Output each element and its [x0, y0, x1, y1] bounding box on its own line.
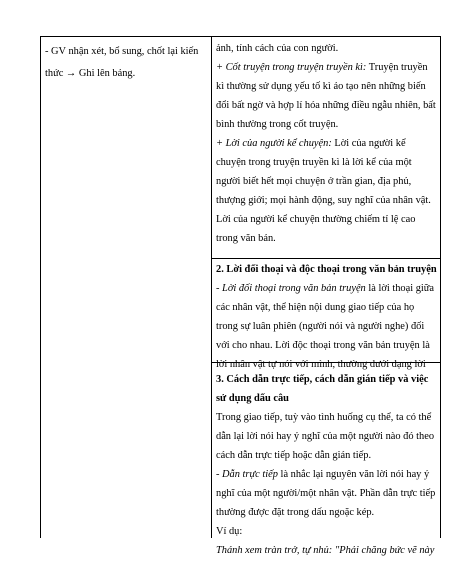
- block1-plot-heading: [216, 58, 437, 77]
- direct-quote-definition: [216, 465, 437, 484]
- row-divider-1: [212, 258, 440, 259]
- section-2-heading: 2. Lời đối thoại và độc thoại trong văn bản truyện: [216, 264, 437, 275]
- block1-line: đổi bất ngờ và hợp lí hóa những điều ngẫu nhiên, bất: [216, 100, 436, 111]
- direct-quote-term: - Dẫn trực tiếp: [216, 469, 278, 480]
- example-label: Ví dụ:: [216, 526, 243, 537]
- block1-line: bình thường trong cốt truyện.: [216, 119, 339, 130]
- narrator-text: Lời của người kể: [331, 138, 406, 149]
- dialogue-term: - Lời đối thoại trong văn bản truyện: [216, 283, 366, 294]
- block2-line: với cho nhau. Lời độc thoại trong văn bản truyện là: [216, 340, 430, 351]
- teacher-activity-cell: [45, 41, 208, 85]
- block1-line: chuyện trong truyện truyền kì là lời kể của một: [216, 157, 412, 168]
- block1-narrator-heading: [216, 134, 437, 153]
- block3-line: thường được đặt trong dấu ngoặc kép.: [216, 507, 375, 518]
- section-3-heading-cont: sử dụng dấu câu: [216, 393, 289, 404]
- block2-line: các nhân vật, thể hiện nội dung giao tiếp của họ: [216, 302, 415, 313]
- content-block-1: [216, 39, 437, 248]
- block3-line: nghĩ của một người/một nhân vật. Phần dẫn trực tiếp: [216, 488, 436, 499]
- direct-quote-text: là nhắc lại nguyên văn lời nói hay ý: [277, 469, 430, 480]
- block2-line: trong sự luân phiên (người nói và người nghe) đối: [216, 321, 425, 332]
- block3-line: cách dẫn trực tiếp hoặc dẫn gián tiếp.: [216, 450, 372, 461]
- block3-line: Trong giao tiếp, tuỳ vào tình huống cụ thể, ta có thể: [216, 412, 432, 423]
- plot-text: Truyện truyền: [366, 62, 428, 73]
- block2-line: lời nhân vật tự nói với mình, thường dưới dạng lời: [216, 359, 426, 370]
- block1-line: trong văn bản.: [216, 233, 276, 244]
- dialogue-text: là lời thoại giữa: [365, 283, 435, 294]
- column-divider: [211, 36, 212, 538]
- block1-line: người biết hết mọi chuyện ở trần gian, địa phủ,: [216, 176, 412, 187]
- content-block-2: [216, 260, 437, 374]
- dialogue-definition: [216, 279, 437, 298]
- narrator-term: + Lời của người kể chuyện:: [216, 138, 332, 149]
- block1-line: Lời của người kể chuyện thường chiếm tỉ lệ cao: [216, 214, 416, 225]
- section-3-heading: 3. Cách dẫn trực tiếp, cách dẫn gián tiếp và việc: [216, 374, 429, 385]
- block1-line: kì thường sử dụng yếu tố kì ảo tạo nên những biến: [216, 81, 426, 92]
- teacher-activity-line-1: - GV nhận xét, bổ sung, chốt lại kiến: [45, 46, 199, 57]
- content-block-3: [216, 370, 437, 560]
- plot-term: + Cốt truyện trong truyện truyền kì:: [216, 62, 367, 73]
- teacher-activity-line-2: thức → Ghi lên bảng.: [45, 68, 136, 79]
- block3-line: dẫn lại lời nói hay ý nghĩ của một người nào đó theo: [216, 431, 435, 442]
- example-quote: Thánh xem tràn trở, tự nhủ: "Phải chăng bức vẽ này: [216, 545, 435, 556]
- block1-line: ảnh, tính cách của con người.: [216, 43, 339, 54]
- block1-line: thượng giới; mọi hành động, suy nghĩ của nhân vật.: [216, 195, 431, 206]
